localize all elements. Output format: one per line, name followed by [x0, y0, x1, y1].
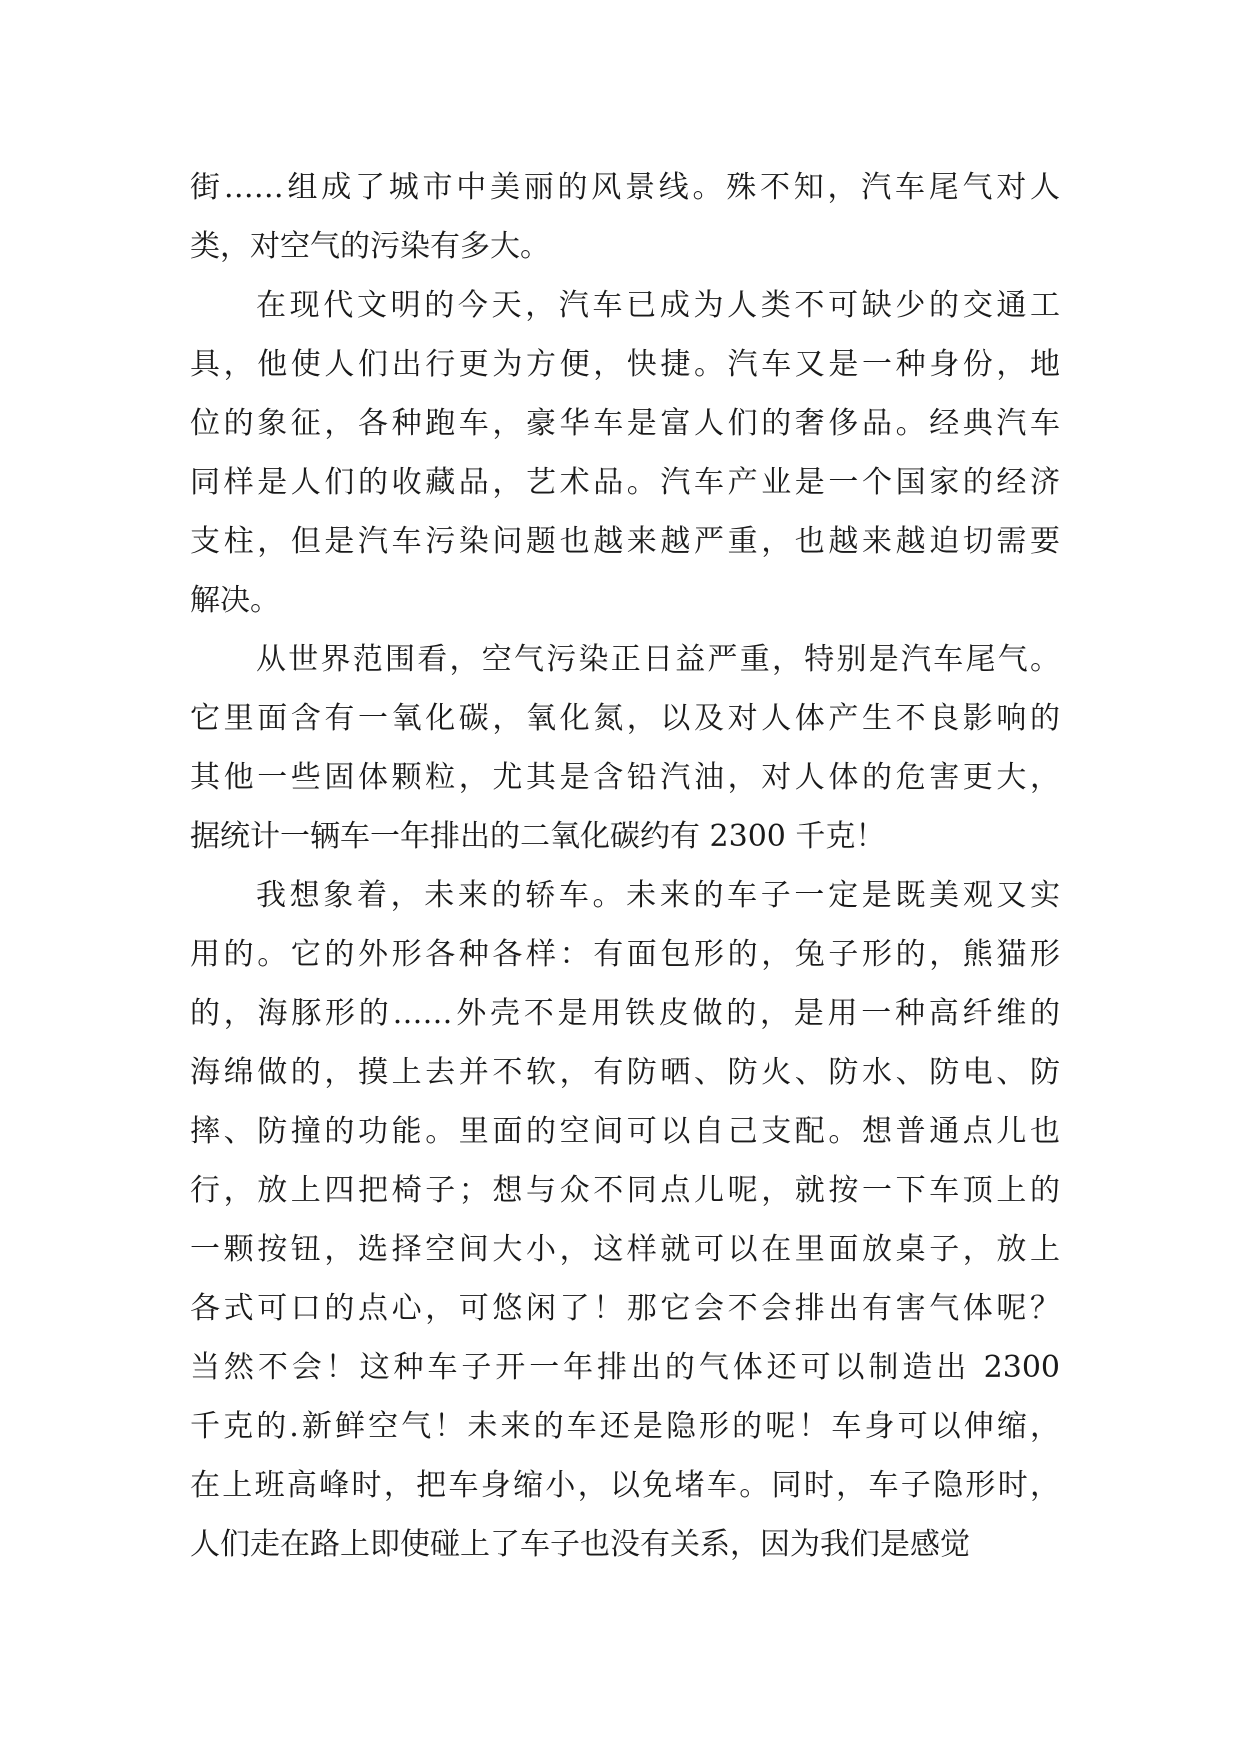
- text-line: 据统计一辆车一年排出的二氧化碳约有 2300 千克！: [190, 819, 886, 854]
- paragraph: [190, 158, 1060, 276]
- document-body: [190, 158, 1060, 1574]
- text-line: 它里面含有一氧化碳，氧化氮，以及对人体产生不良影响的: [190, 701, 1060, 736]
- text-line: 的，海豚形的……外壳不是用铁皮做的，是用一种高纤维的: [190, 996, 1060, 1031]
- text-line: 各式可口的点心，可悠闲了！那它会不会排出有害气体呢？: [190, 1291, 1060, 1326]
- text-line: 在现代文明的今天，汽车已成为人类不可缺少的交通工: [256, 288, 1060, 323]
- text-line: 其他一些固体颗粒，尤其是含铅汽油，对人体的危害更大，: [190, 760, 1060, 795]
- text-line: 解决。: [190, 583, 280, 618]
- text-line: 具，他使人们出行更为方便，快捷。汽车又是一种身份，地: [190, 347, 1060, 382]
- text-line: 当然不会！这种车子开一年排出的气体还可以制造出 2300: [190, 1350, 1060, 1385]
- paragraph: [190, 866, 1060, 1574]
- text-line: 从世界范围看，空气污染正日益严重，特别是汽车尾气。: [256, 642, 1060, 677]
- text-line: 我想象着，未来的轿车。未来的车子一定是既美观又实: [256, 878, 1060, 913]
- paragraph: [190, 276, 1060, 630]
- text-line: 在上班高峰时，把车身缩小，以免堵车。同时，车子隐形时，: [190, 1468, 1060, 1503]
- text-line: 支柱，但是汽车污染问题也越来越严重，也越来越迫切需要: [190, 524, 1060, 559]
- text-line: 类，对空气的污染有多大。: [190, 229, 550, 264]
- text-line: 位的象征，各种跑车，豪华车是富人们的奢侈品。经典汽车: [190, 406, 1060, 441]
- text-line: 同样是人们的收藏品，艺术品。汽车产业是一个国家的经济: [190, 465, 1060, 500]
- paragraph: [190, 630, 1060, 866]
- text-line: 行，放上四把椅子；想与众不同点儿呢，就按一下车顶上的: [190, 1173, 1060, 1208]
- text-line: 摔、防撞的功能。里面的空间可以自己支配。想普通点儿也: [190, 1114, 1060, 1149]
- text-line: 用的。它的外形各种各样：有面包形的，兔子形的，熊猫形: [190, 937, 1060, 972]
- text-line: 海绵做的，摸上去并不软，有防晒、防火、防水、防电、防: [190, 1055, 1060, 1090]
- text-line: 千克的.新鲜空气！未来的车还是隐形的呢！车身可以伸缩，: [190, 1409, 1060, 1444]
- text-line: 人们走在路上即使碰上了车子也没有关系，因为我们是感觉: [190, 1527, 970, 1562]
- text-line: 一颗按钮，选择空间大小，这样就可以在里面放桌子，放上: [190, 1232, 1060, 1267]
- text-line: 街……组成了城市中美丽的风景线。殊不知，汽车尾气对人: [190, 170, 1060, 205]
